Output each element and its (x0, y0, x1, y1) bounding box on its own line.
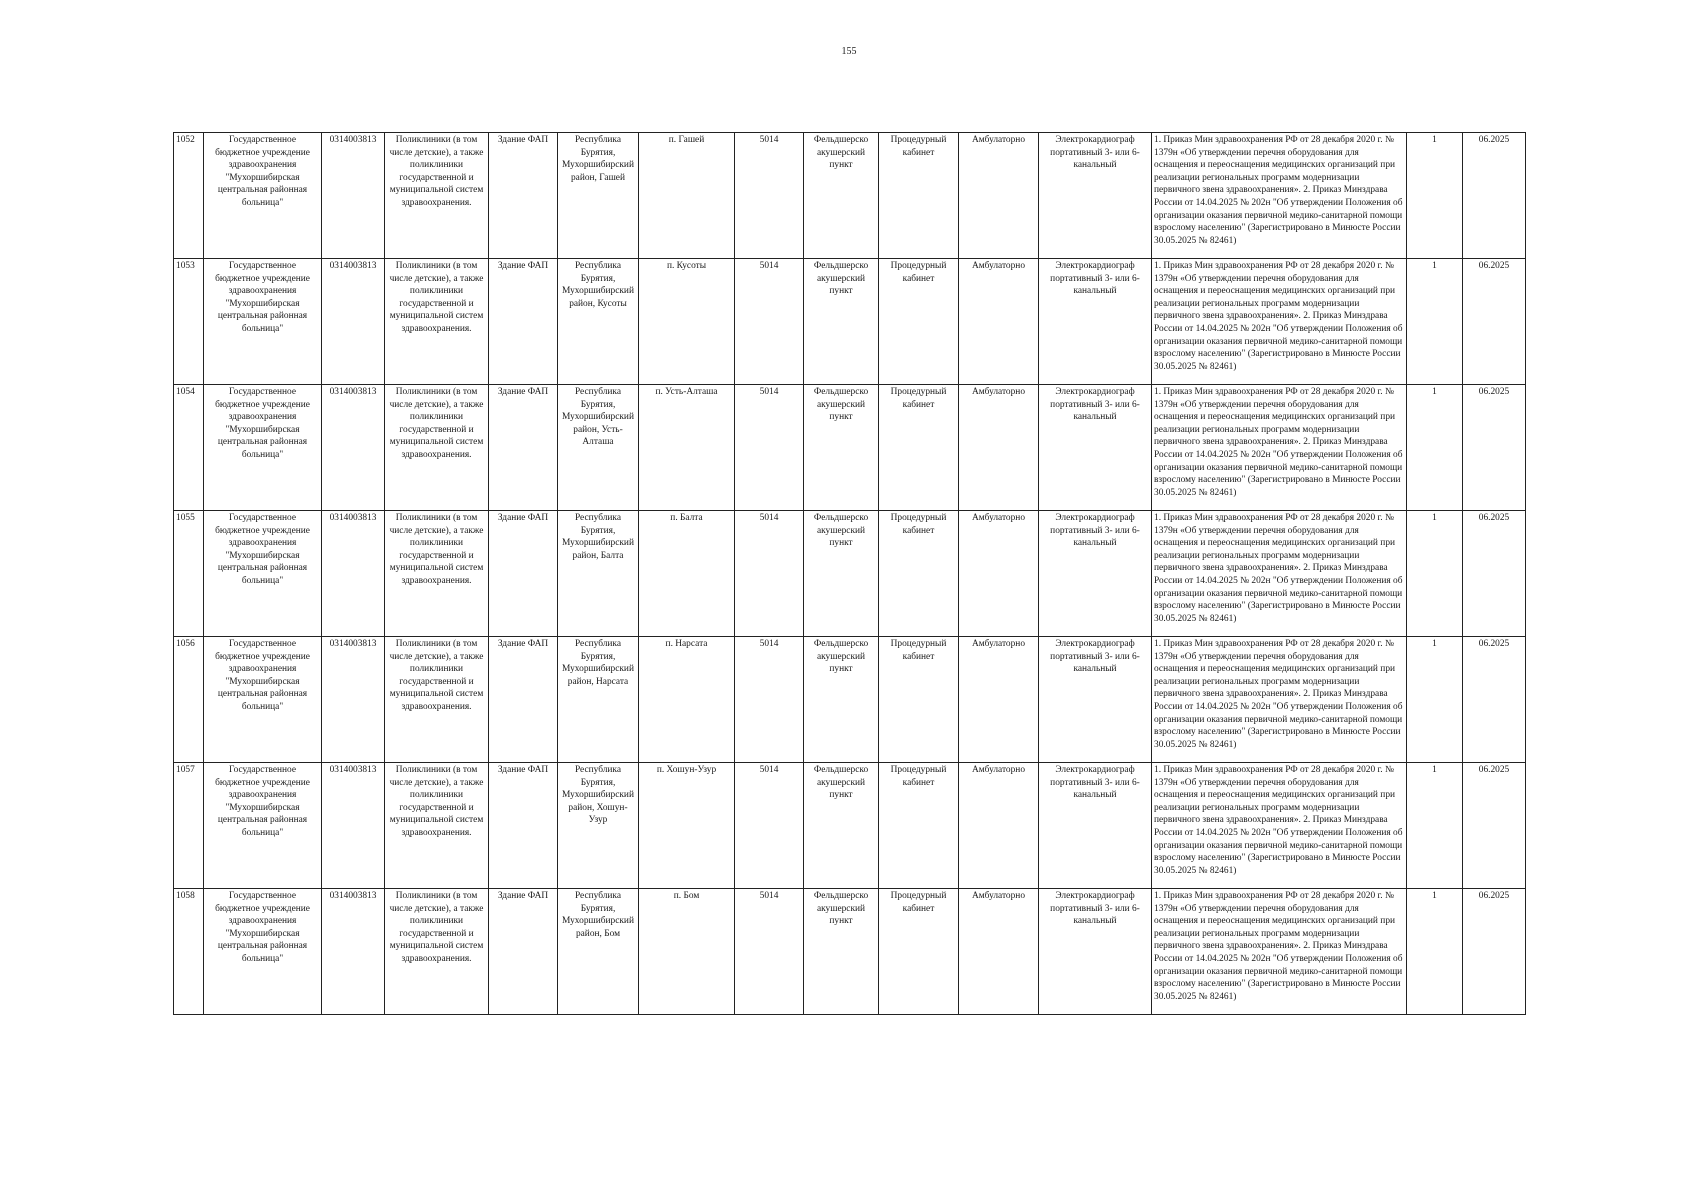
cell-locality: п. Нарсата (639, 637, 735, 763)
cell-facility-type: Поликлиники (в том числе детские), а также поликлиники государственной и муниципальной систем здравоохранения. (385, 763, 489, 889)
table-row (174, 133, 1526, 259)
cell-organization: Государственное бюджетное учреждение здравоохранения "Мухоршибирская центральная районная больница" (204, 385, 322, 511)
cell-equipment: Электрокардиограф портативный 3- или 6-канальный (1039, 889, 1152, 1015)
cell-basis: 1. Приказ Мин здравоохранения РФ от 28 декабря 2020 г. № 1379н «Об утверждении перечня оборудования для оснащения и переоснащения медицинских организаций при реализации региональных программ модернизации первичного звена здравоохранения». 2. Приказ Минздрава России от 14.04.2025 № 202н "Об утверждении Положения об организации оказания первичной медико-санитарной помощи взрослому населению" (Зарегистрировано в Минюсте России 30.05.2025 № 82461) (1152, 511, 1407, 637)
cell-quantity: 1 (1407, 133, 1463, 259)
cell-facility-type: Поликлиники (в том числе детские), а также поликлиники государственной и муниципальной систем здравоохранения. (385, 259, 489, 385)
cell-unit: Фельдшерско акушерский пункт (804, 259, 879, 385)
table-row (174, 385, 1526, 511)
table-row (174, 259, 1526, 385)
cell-basis: 1. Приказ Мин здравоохранения РФ от 28 декабря 2020 г. № 1379н «Об утверждении перечня оборудования для оснащения и переоснащения медицинских организаций при реализации региональных программ модернизации первичного звена здравоохранения». 2. Приказ Минздрава России от 14.04.2025 № 202н "Об утверждении Положения об организации оказания первичной медико-санитарной помощи взрослому населению" (Зарегистрировано в Минюсте России 30.05.2025 № 82461) (1152, 637, 1407, 763)
cell-address: Республика Бурятия, Мухоршибирский район, Кусоты (558, 259, 639, 385)
cell-locality: п. Гашей (639, 133, 735, 259)
table-row (174, 511, 1526, 637)
cell-code: 5014 (735, 259, 804, 385)
cell-inn: 0314003813 (322, 511, 385, 637)
cell-locality: п. Балта (639, 511, 735, 637)
cell-number: 1057 (174, 763, 204, 889)
cell-quantity: 1 (1407, 637, 1463, 763)
cell-unit: Фельдшерско акушерский пункт (804, 763, 879, 889)
cell-organization: Государственное бюджетное учреждение здравоохранения "Мухоршибирская центральная районная больница" (204, 259, 322, 385)
cell-organization: Государственное бюджетное учреждение здравоохранения "Мухоршибирская центральная районная больница" (204, 511, 322, 637)
cell-care-form: Амбулаторно (959, 889, 1039, 1015)
table-row (174, 889, 1526, 1015)
cell-equipment: Электрокардиограф портативный 3- или 6-канальный (1039, 637, 1152, 763)
cell-basis: 1. Приказ Мин здравоохранения РФ от 28 декабря 2020 г. № 1379н «Об утверждении перечня оборудования для оснащения и переоснащения медицинских организаций при реализации региональных программ модернизации первичного звена здравоохранения». 2. Приказ Минздрава России от 14.04.2025 № 202н "Об утверждении Положения об организации оказания первичной медико-санитарной помощи взрослому населению" (Зарегистрировано в Минюсте России 30.05.2025 № 82461) (1152, 133, 1407, 259)
cell-locality: п. Хошун-Узур (639, 763, 735, 889)
cell-unit: Фельдшерско акушерский пункт (804, 637, 879, 763)
cell-quantity: 1 (1407, 889, 1463, 1015)
cell-number: 1053 (174, 259, 204, 385)
cell-equipment: Электрокардиограф портативный 3- или 6-канальный (1039, 133, 1152, 259)
cell-code: 5014 (735, 637, 804, 763)
cell-care-form: Амбулаторно (959, 511, 1039, 637)
cell-date: 06.2025 (1463, 511, 1526, 637)
cell-facility-type: Поликлиники (в том числе детские), а также поликлиники государственной и муниципальной систем здравоохранения. (385, 133, 489, 259)
cell-date: 06.2025 (1463, 385, 1526, 511)
cell-number: 1054 (174, 385, 204, 511)
cell-equipment: Электрокардиограф портативный 3- или 6-канальный (1039, 259, 1152, 385)
cell-code: 5014 (735, 133, 804, 259)
cell-facility-type: Поликлиники (в том числе детские), а также поликлиники государственной и муниципальной систем здравоохранения. (385, 511, 489, 637)
cell-code: 5014 (735, 763, 804, 889)
cell-date: 06.2025 (1463, 763, 1526, 889)
cell-quantity: 1 (1407, 511, 1463, 637)
cell-unit: Фельдшерско акушерский пункт (804, 889, 879, 1015)
cell-date: 06.2025 (1463, 637, 1526, 763)
cell-building: Здание ФАП (489, 385, 558, 511)
cell-address: Республика Бурятия, Мухоршибирский район, Балта (558, 511, 639, 637)
cell-date: 06.2025 (1463, 133, 1526, 259)
cell-quantity: 1 (1407, 763, 1463, 889)
cell-building: Здание ФАП (489, 133, 558, 259)
cell-inn: 0314003813 (322, 133, 385, 259)
cell-care-form: Амбулаторно (959, 637, 1039, 763)
cell-room: Процедурный кабинет (879, 259, 959, 385)
cell-organization: Государственное бюджетное учреждение здравоохранения "Мухоршибирская центральная районная больница" (204, 637, 322, 763)
cell-inn: 0314003813 (322, 637, 385, 763)
cell-equipment: Электрокардиограф портативный 3- или 6-канальный (1039, 385, 1152, 511)
cell-quantity: 1 (1407, 385, 1463, 511)
cell-date: 06.2025 (1463, 259, 1526, 385)
cell-quantity: 1 (1407, 259, 1463, 385)
cell-room: Процедурный кабинет (879, 889, 959, 1015)
cell-room: Процедурный кабинет (879, 763, 959, 889)
cell-basis: 1. Приказ Мин здравоохранения РФ от 28 декабря 2020 г. № 1379н «Об утверждении перечня оборудования для оснащения и переоснащения медицинских организаций при реализации региональных программ модернизации первичного звена здравоохранения». 2. Приказ Минздрава России от 14.04.2025 № 202н "Об утверждении Положения об организации оказания первичной медико-санитарной помощи взрослому населению" (Зарегистрировано в Минюсте России 30.05.2025 № 82461) (1152, 259, 1407, 385)
cell-room: Процедурный кабинет (879, 385, 959, 511)
cell-date: 06.2025 (1463, 889, 1526, 1015)
cell-unit: Фельдшерско акушерский пункт (804, 133, 879, 259)
cell-facility-type: Поликлиники (в том числе детские), а также поликлиники государственной и муниципальной систем здравоохранения. (385, 637, 489, 763)
cell-address: Республика Бурятия, Мухоршибирский район, Бом (558, 889, 639, 1015)
cell-building: Здание ФАП (489, 259, 558, 385)
cell-equipment: Электрокардиограф портативный 3- или 6-канальный (1039, 763, 1152, 889)
cell-care-form: Амбулаторно (959, 259, 1039, 385)
cell-basis: 1. Приказ Мин здравоохранения РФ от 28 декабря 2020 г. № 1379н «Об утверждении перечня оборудования для оснащения и переоснащения медицинских организаций при реализации региональных программ модернизации первичного звена здравоохранения». 2. Приказ Минздрава России от 14.04.2025 № 202н "Об утверждении Положения об организации оказания первичной медико-санитарной помощи взрослому населению" (Зарегистрировано в Минюсте России 30.05.2025 № 82461) (1152, 763, 1407, 889)
cell-building: Здание ФАП (489, 637, 558, 763)
cell-inn: 0314003813 (322, 385, 385, 511)
cell-inn: 0314003813 (322, 763, 385, 889)
cell-building: Здание ФАП (489, 763, 558, 889)
cell-code: 5014 (735, 511, 804, 637)
cell-room: Процедурный кабинет (879, 133, 959, 259)
cell-locality: п. Кусоты (639, 259, 735, 385)
cell-facility-type: Поликлиники (в том числе детские), а также поликлиники государственной и муниципальной систем здравоохранения. (385, 889, 489, 1015)
cell-number: 1055 (174, 511, 204, 637)
cell-care-form: Амбулаторно (959, 133, 1039, 259)
table-row (174, 763, 1526, 889)
cell-organization: Государственное бюджетное учреждение здравоохранения "Мухоршибирская центральная районная больница" (204, 889, 322, 1015)
cell-equipment: Электрокардиограф портативный 3- или 6-канальный (1039, 511, 1152, 637)
cell-number: 1056 (174, 637, 204, 763)
cell-address: Республика Бурятия, Мухоршибирский район, Нарсата (558, 637, 639, 763)
cell-organization: Государственное бюджетное учреждение здравоохранения "Мухоршибирская центральная районная больница" (204, 763, 322, 889)
page-number: 155 (841, 46, 857, 57)
cell-inn: 0314003813 (322, 889, 385, 1015)
table-row (174, 637, 1526, 763)
cell-code: 5014 (735, 889, 804, 1015)
cell-unit: Фельдшерско акушерский пункт (804, 385, 879, 511)
cell-unit: Фельдшерско акушерский пункт (804, 511, 879, 637)
cell-number: 1058 (174, 889, 204, 1015)
cell-building: Здание ФАП (489, 889, 558, 1015)
cell-number: 1052 (174, 133, 204, 259)
equipment-registry-table (173, 132, 1526, 1015)
cell-address: Республика Бурятия, Мухоршибирский район, Гашей (558, 133, 639, 259)
registry-body (174, 133, 1526, 1015)
cell-locality: п. Бом (639, 889, 735, 1015)
cell-care-form: Амбулаторно (959, 763, 1039, 889)
cell-room: Процедурный кабинет (879, 511, 959, 637)
cell-address: Республика Бурятия, Мухоршибирский район, Усть-Алташа (558, 385, 639, 511)
cell-room: Процедурный кабинет (879, 637, 959, 763)
cell-code: 5014 (735, 385, 804, 511)
cell-address: Республика Бурятия, Мухоршибирский район, Хошун-Узур (558, 763, 639, 889)
cell-facility-type: Поликлиники (в том числе детские), а также поликлиники государственной и муниципальной систем здравоохранения. (385, 385, 489, 511)
cell-organization: Государственное бюджетное учреждение здравоохранения "Мухоршибирская центральная районная больница" (204, 133, 322, 259)
cell-locality: п. Усть-Алташа (639, 385, 735, 511)
cell-basis: 1. Приказ Мин здравоохранения РФ от 28 декабря 2020 г. № 1379н «Об утверждении перечня оборудования для оснащения и переоснащения медицинских организаций при реализации региональных программ модернизации первичного звена здравоохранения». 2. Приказ Минздрава России от 14.04.2025 № 202н "Об утверждении Положения об организации оказания первичной медико-санитарной помощи взрослому населению" (Зарегистрировано в Минюсте России 30.05.2025 № 82461) (1152, 889, 1407, 1015)
cell-building: Здание ФАП (489, 511, 558, 637)
cell-care-form: Амбулаторно (959, 385, 1039, 511)
cell-basis: 1. Приказ Мин здравоохранения РФ от 28 декабря 2020 г. № 1379н «Об утверждении перечня оборудования для оснащения и переоснащения медицинских организаций при реализации региональных программ модернизации первичного звена здравоохранения». 2. Приказ Минздрава России от 14.04.2025 № 202н "Об утверждении Положения об организации оказания первичной медико-санитарной помощи взрослому населению" (Зарегистрировано в Минюсте России 30.05.2025 № 82461) (1152, 385, 1407, 511)
cell-inn: 0314003813 (322, 259, 385, 385)
